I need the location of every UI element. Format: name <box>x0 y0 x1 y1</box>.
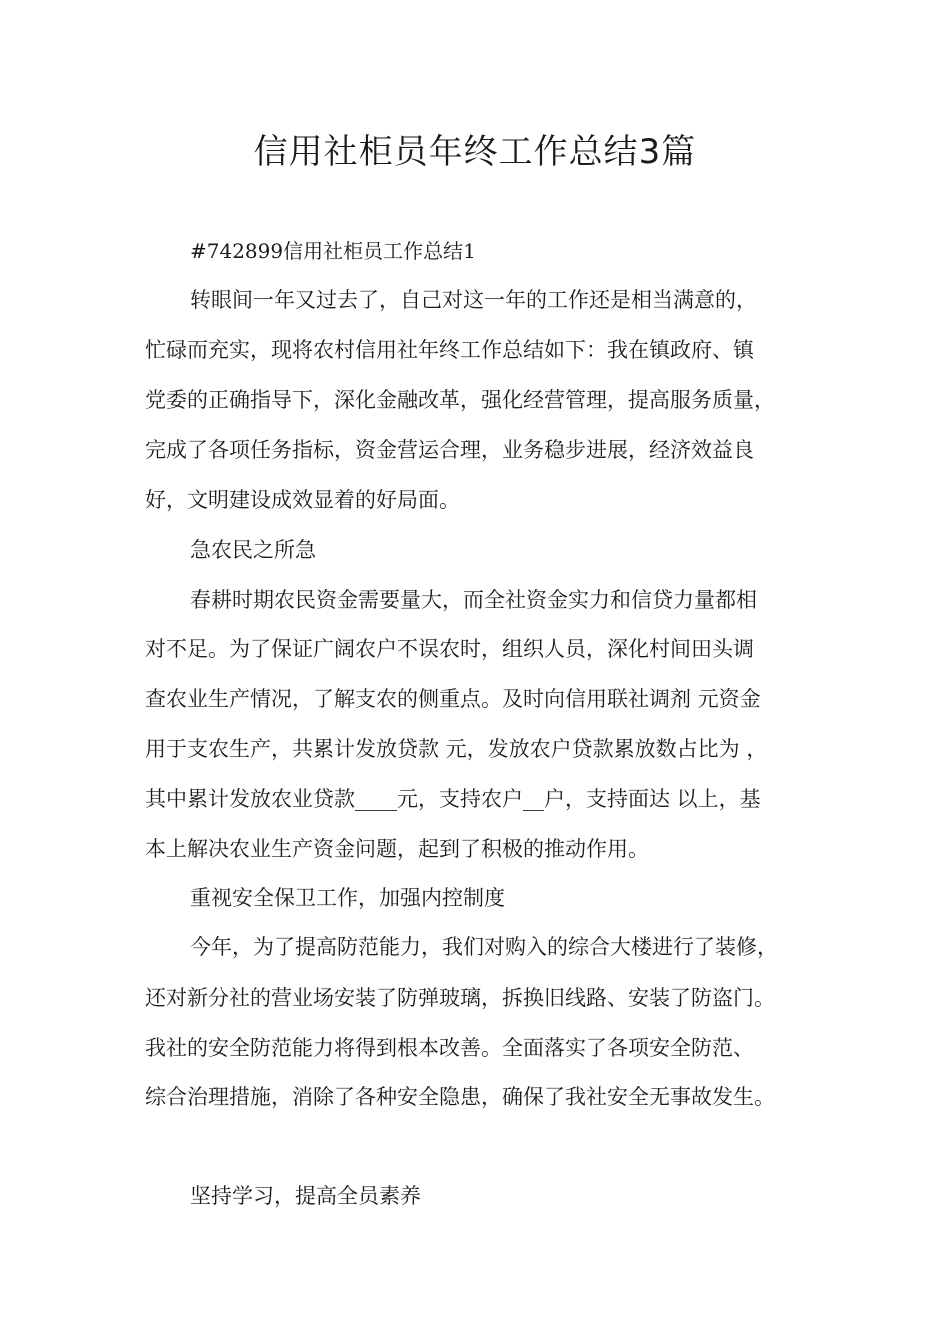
paragraph-line: 我社的安全防范能力将得到根本改善。全面落实了各项安全防范、 <box>145 1036 754 1060</box>
paragraph-line: 其中累计发放农业贷款____元，支持农户__户，支持面达 以上，基 <box>145 787 761 811</box>
section-heading: 坚持学习，提高全员素养 <box>190 1184 421 1208</box>
section-heading: 重视安全保卫工作，加强内控制度 <box>190 886 505 910</box>
paragraph-line: 转眼间一年又过去了，自己对这一年的工作还是相当满意的， <box>190 288 757 312</box>
paragraph-line: 完成了各项任务指标，资金营运合理，业务稳步进展，经济效益良 <box>145 438 754 462</box>
section-heading: 急农民之所急 <box>190 538 316 562</box>
paragraph-line: 党委的正确指导下，深化金融改革，强化经营管理，提高服务质量， <box>145 388 775 412</box>
paragraph-line: 好，文明建设成效显着的好局面。 <box>145 488 460 512</box>
document-title: 信用社柜员年终工作总结3篇 <box>253 132 697 172</box>
paragraph-line: 用于支农生产，共累计发放贷款 元，发放农户贷款累放数占比为 ， <box>145 737 768 761</box>
paragraph-line: 今年，为了提高防范能力，我们对购入的综合大楼进行了装修， <box>190 935 778 959</box>
section-reference: #742899信用社柜员工作总结1 <box>190 239 476 263</box>
paragraph-line: 还对新分社的营业场安装了防弹玻璃，拆换旧线路、安装了防盗门。 <box>145 986 775 1010</box>
paragraph-line: 春耕时期农民资金需要量大，而全社资金实力和信贷力量都相 <box>190 588 757 612</box>
paragraph-line: 综合治理措施，消除了各种安全隐患，确保了我社安全无事故发生。 <box>145 1085 775 1109</box>
paragraph-line: 忙碌而充实，现将农村信用社年终工作总结如下：我在镇政府、镇 <box>145 338 754 362</box>
paragraph-line: 查农业生产情况，了解支农的侧重点。及时向信用联社调剂 元资金 <box>145 687 761 711</box>
paragraph-line: 本上解决农业生产资金问题，起到了积极的推动作用。 <box>145 837 649 861</box>
paragraph-line: 对不足。为了保证广阔农户不误农时，组织人员，深化村间田头调 <box>145 637 754 661</box>
